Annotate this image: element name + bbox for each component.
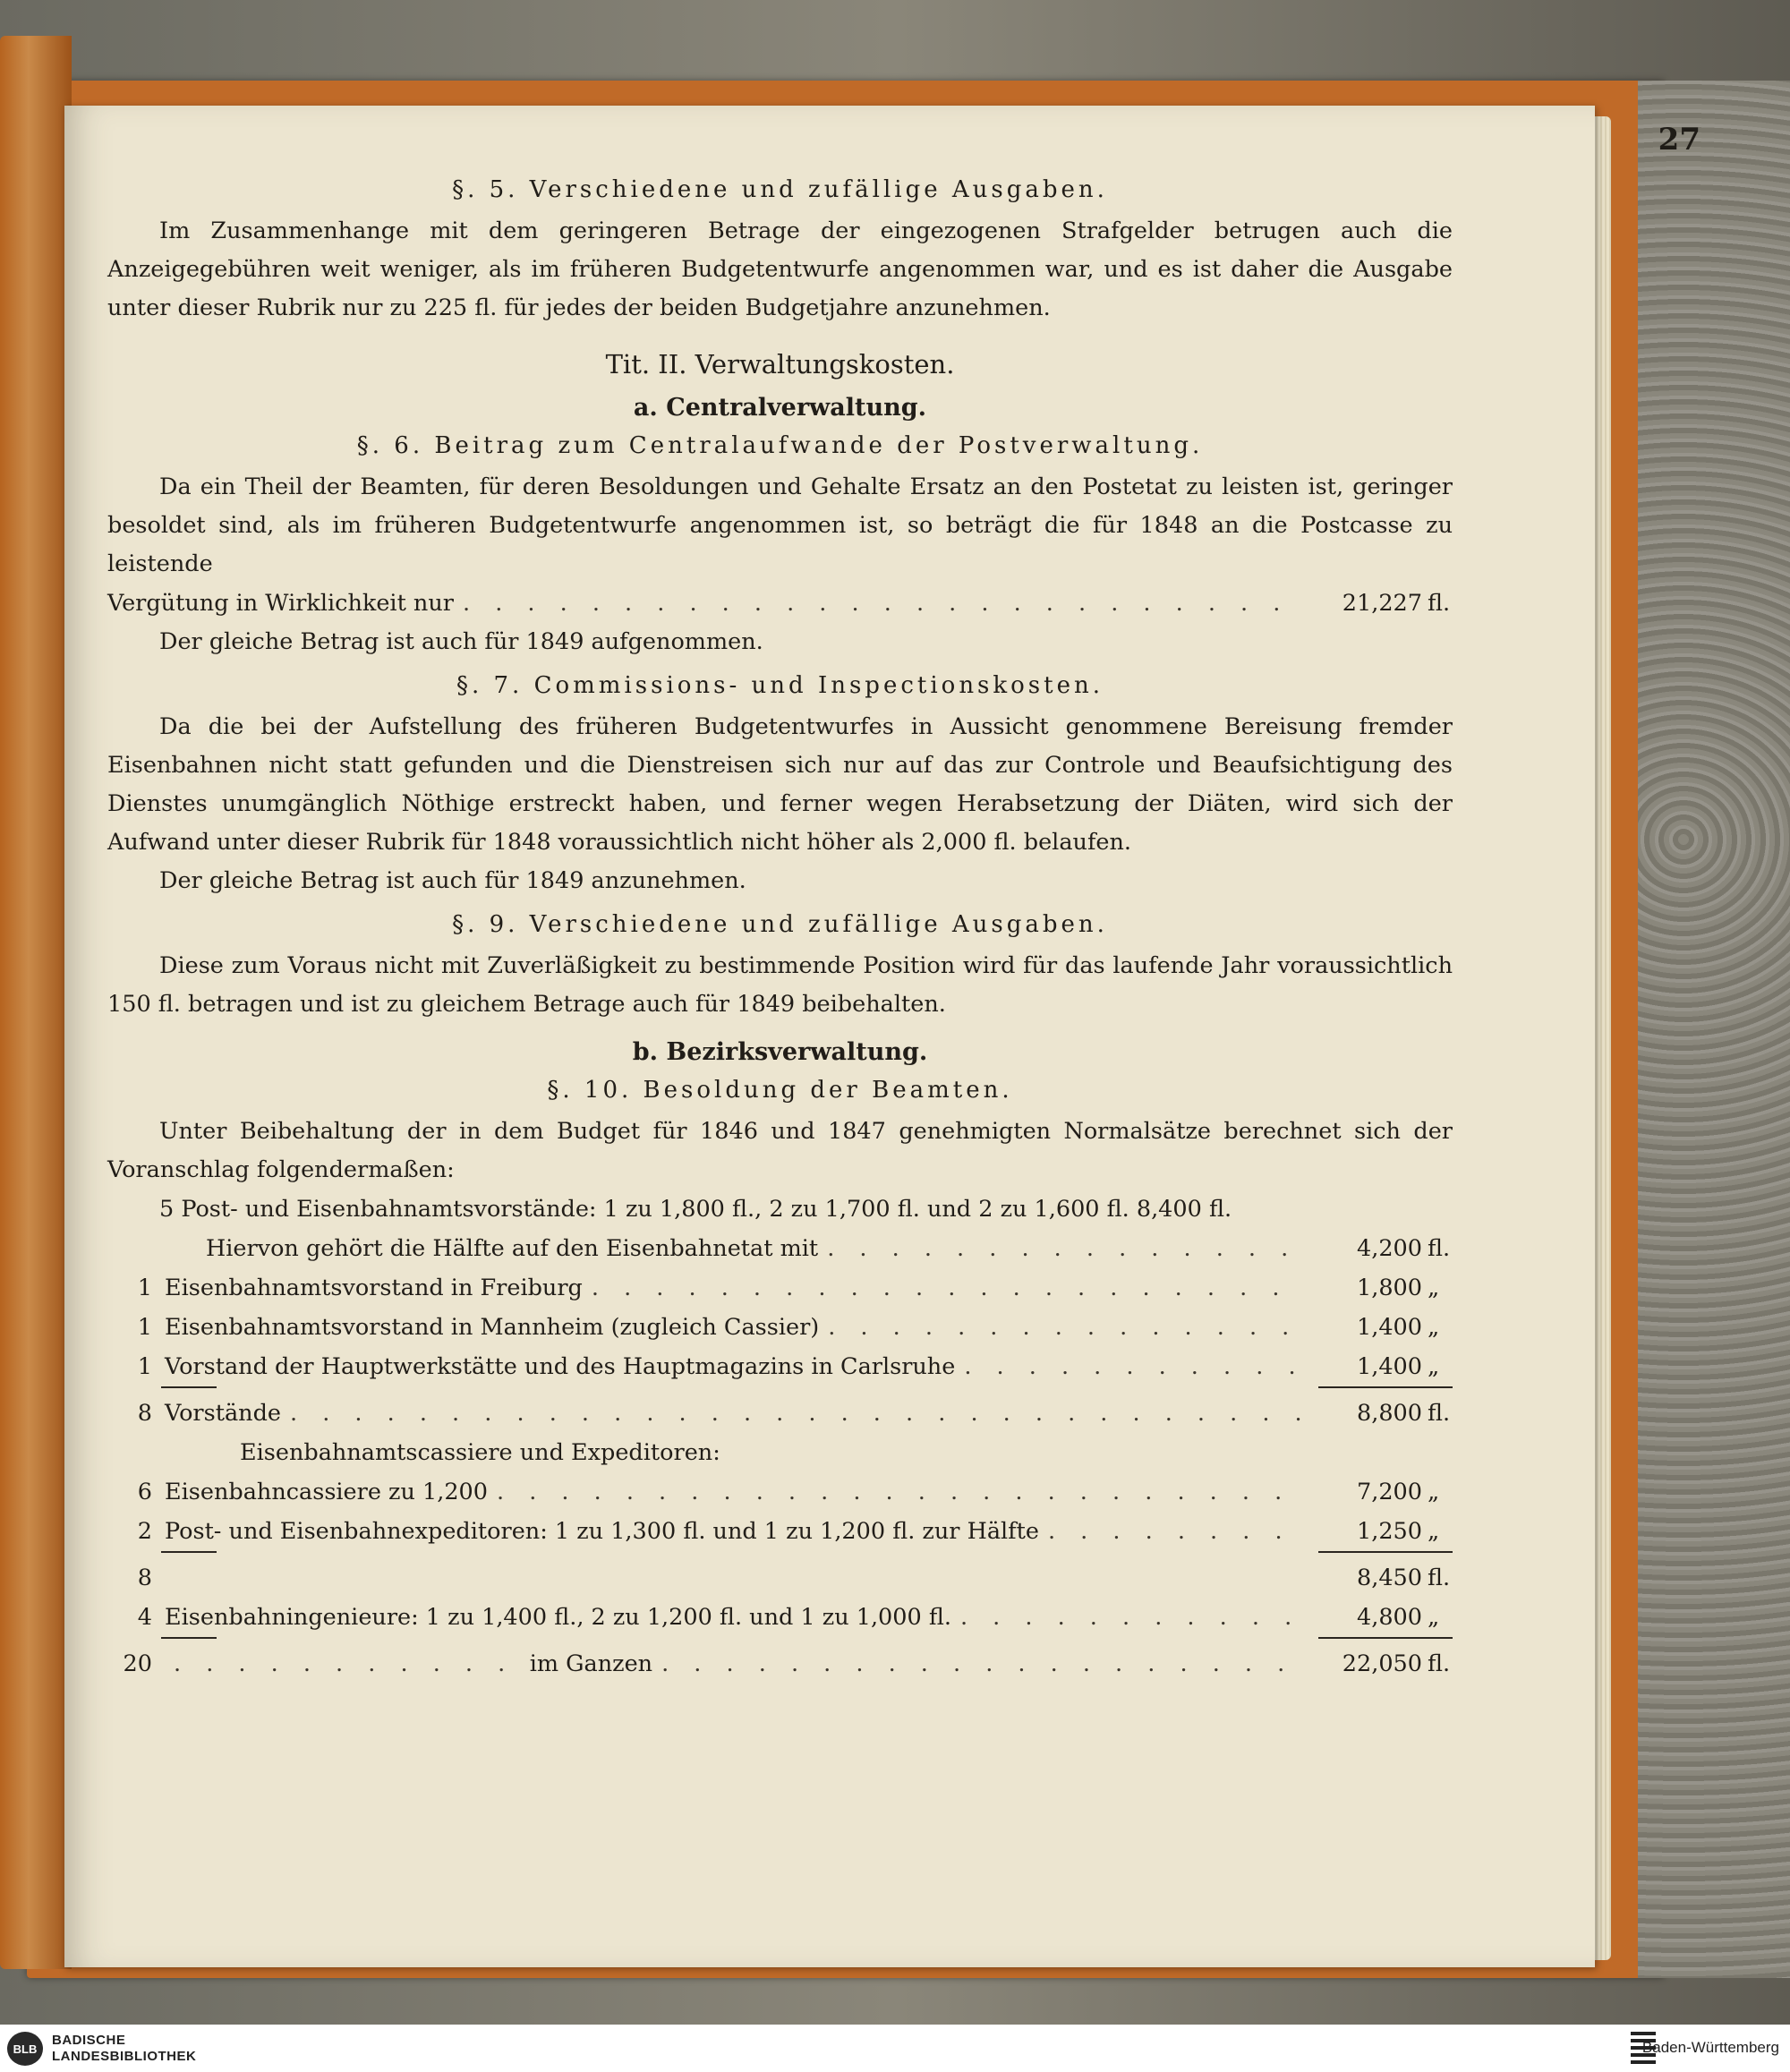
row-unit: „	[1428, 1518, 1440, 1545]
row-count: 1	[137, 1275, 152, 1301]
blb-line-2: LANDESBIBLIOTHEK	[52, 2049, 197, 2064]
sub-b-heading: b. Bezirksverwaltung.	[632, 1038, 928, 1066]
leader-dots	[281, 1394, 1301, 1433]
row-amount: 22,050	[1342, 1650, 1422, 1677]
section-10-heading: §. 10. Besoldung der Beamten.	[547, 1077, 1013, 1104]
leader-dots	[951, 1598, 1301, 1637]
section-6-heading: §. 6. Beitrag zum Centralaufwande der Postverwaltung.	[356, 432, 1204, 459]
row-label: Eisenbahningenieure: 1 zu 1,400 fl., 2 zu 1,200 fl. und 1 zu 1,000 fl.	[165, 1604, 951, 1631]
row-unit: fl.	[1428, 1565, 1451, 1591]
table-row	[107, 1229, 1453, 1268]
blb-line-1: BADISCHE	[52, 2033, 126, 2048]
row-unit: „	[1428, 1275, 1440, 1301]
row-amount: 4,200	[1356, 1235, 1422, 1262]
table-row	[107, 1512, 1453, 1551]
blb-badge-text: BLB	[13, 2042, 38, 2056]
section-7-paragraph-2: Der gleiche Betrag ist auch für 1849 anzunehmen.	[159, 867, 746, 894]
book-spine-edge	[0, 36, 72, 1969]
amount-line-label: Vergütung in Wirklichkeit nur	[107, 590, 454, 617]
row-label: Eisenbahnamtsvorstand in Mannheim (zugleich Cassier)	[165, 1314, 820, 1341]
table-row	[107, 1598, 1453, 1637]
leader-dots	[454, 584, 1301, 623]
amount-unit: fl.	[1428, 590, 1451, 617]
leader-dots	[818, 1229, 1301, 1268]
row-unit: fl.	[1428, 1235, 1451, 1262]
table-row	[107, 1308, 1453, 1347]
leader-dots	[583, 1268, 1301, 1308]
row-unit: „	[1428, 1604, 1440, 1631]
section-6-paragraph: Da ein Theil der Beamten, für deren Besoldungen und Gehalte Ersatz an den Postetat zu leisten ist, geringer besoldet sind, als im früheren Budgetentwurfe angenommen ist, so beträgt die für 1848 an die Postcasse zu leistende	[107, 473, 1453, 577]
table-row	[107, 1347, 1453, 1386]
row-count: 4	[137, 1604, 152, 1631]
leader-dots	[819, 1308, 1301, 1347]
row-label: Vorstände	[165, 1400, 281, 1427]
leader-dots	[955, 1347, 1301, 1386]
blb-logo-icon[interactable]	[7, 2032, 43, 2066]
row-amount: 8,800	[1356, 1400, 1422, 1427]
row-amount: 1,400	[1356, 1314, 1422, 1341]
section-9-paragraph: Diese zum Voraus nicht mit Zuverläßigkeit zu bestimmende Position wird für das laufende Jahr voraussichtlich 150 fl. betragen und ist zu gleichem Betrage auch für 1849 beibehalten.	[107, 952, 1453, 1018]
sum-rule	[107, 1637, 1453, 1644]
amount-value: 21,227	[1342, 590, 1422, 617]
row-unit: fl.	[1428, 1650, 1451, 1677]
section-9-heading: §. 9. Verschiedene und zufällige Ausgaben.	[452, 911, 1108, 938]
section-6-paragraph-2: Der gleiche Betrag ist auch für 1849 aufgenommen.	[159, 628, 763, 655]
section-5-heading: §. 5. Verschiedene und zufällige Ausgaben.	[452, 176, 1108, 203]
sub-a-heading: a. Centralverwaltung.	[633, 394, 927, 422]
row-unit: fl.	[1428, 1400, 1451, 1427]
leader-dots	[1039, 1512, 1301, 1551]
row-amount: 7,200	[1356, 1479, 1422, 1505]
row-amount: 8,450	[1356, 1565, 1422, 1591]
row-amount: 1,800	[1356, 1275, 1422, 1301]
total-row	[107, 1644, 1453, 1684]
section-7-paragraph: Da die bei der Aufstellung des früheren Budgetentwurfes in Aussicht genommene Bereisung fremder Eisenbahnen nicht statt gefunden und die Dienstreisen sich nur auf das zur Controle und Beaufsichtigung des Dienstes unumgänglich Nöthige erstreckt haben, und ferner wegen Herabsetzung der Diäten, wird sich der Aufwand unter dieser Rubrik für 1848 voraussichtlich nicht höher als 2,000 fl. belaufen.	[107, 713, 1453, 856]
page-number: 27	[1658, 122, 1700, 158]
row-count: 6	[137, 1479, 152, 1505]
row-label: Hiervon gehört die Hälfte auf den Eisenbahnetat mit	[206, 1235, 819, 1262]
row-amount: 4,800	[1356, 1604, 1422, 1631]
row-count: 8	[137, 1400, 152, 1427]
baden-wuerttemberg-logo-text[interactable]: Baden-Württemberg	[1641, 2039, 1779, 2056]
title-2-heading: Tit. II. Verwaltungskosten.	[605, 349, 955, 379]
row-count: 20	[123, 1650, 152, 1677]
marbled-endpaper	[1638, 81, 1790, 1978]
row-count: 1	[137, 1353, 152, 1380]
row-amount: 1,400	[1356, 1353, 1422, 1380]
blb-logo-text[interactable]	[52, 2033, 196, 2065]
group-label-row	[107, 1433, 1453, 1472]
subtotal-row	[107, 1394, 1453, 1433]
row-unit: „	[1428, 1314, 1440, 1341]
table-row	[107, 1268, 1453, 1308]
leader-dots	[488, 1472, 1301, 1512]
row-label: Post- und Eisenbahnexpeditoren: 1 zu 1,300 fl. und 1 zu 1,200 fl. zur Hälfte	[165, 1518, 1039, 1545]
table-row-vorstaende	[107, 1189, 1453, 1229]
row-label: Vorstand der Hauptwerkstätte und des Hauptmagazins in Carlsruhe	[165, 1353, 956, 1380]
row-count: 8	[137, 1565, 152, 1591]
row-unit: „	[1428, 1353, 1440, 1380]
section-10-paragraph: Unter Beibehaltung der in dem Budget für 1846 und 1847 genehmigten Normalsätze berechnet sich der Voranschlag folgendermaßen:	[107, 1118, 1453, 1183]
section-6-amount-line	[107, 584, 1453, 623]
row-label: Eisenbahnamtsvorstand in Freiburg	[165, 1275, 583, 1301]
sum-rule	[107, 1386, 1453, 1394]
leader-dots	[652, 1644, 1301, 1684]
row-amount: 1,250	[1356, 1518, 1422, 1545]
table-row	[107, 1472, 1453, 1512]
row-count: 2	[137, 1518, 152, 1545]
row-text: 5 Post- und Eisenbahnamtsvorstände: 1 zu 1,800 fl., 2 zu 1,700 fl. und 2 zu 1,600 fl. 8,400 fl.	[159, 1196, 1232, 1223]
subtotal-row	[107, 1558, 1453, 1598]
footer-bar	[0, 2025, 1790, 2072]
leader-dots	[165, 1644, 530, 1684]
group-label: Eisenbahnamtscassiere und Expeditoren:	[240, 1439, 720, 1466]
row-count: 1	[137, 1314, 152, 1341]
section-7-heading: §. 7. Commissions- und Inspectionskosten.	[456, 672, 1104, 699]
row-label: im Ganzen	[529, 1650, 653, 1677]
row-unit: „	[1428, 1479, 1440, 1505]
section-5-paragraph: Im Zusammenhange mit dem geringeren Betrage der eingezogenen Strafgelder betrugen auch die Anzeigegebühren weit weniger, als im früheren Budgetentwurfe angenommen war, und es ist daher die Ausgabe unter dieser Rubrik nur zu 225 fl. für jedes der beiden Budgetjahre anzunehmen.	[107, 217, 1453, 321]
row-label: Eisenbahncassiere zu 1,200	[165, 1479, 488, 1505]
page-text	[107, 166, 1453, 1684]
sum-rule	[107, 1551, 1453, 1558]
